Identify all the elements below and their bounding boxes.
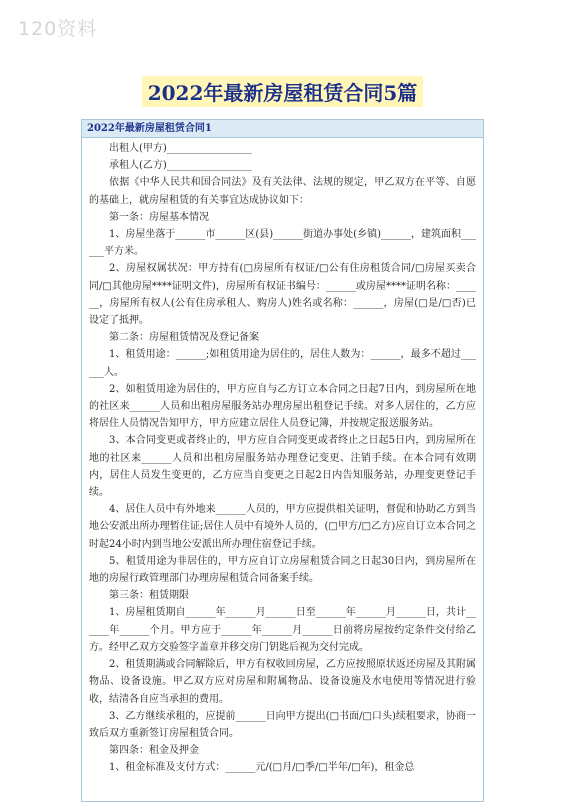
clause-heading: 第一条：房屋基本情况 xyxy=(109,211,209,223)
document-title xyxy=(0,76,565,107)
contract-body xyxy=(82,138,483,777)
paragraph: 依据《中华人民共和国合同法》及有关法律、法规的规定，甲乙双方在平等、自愿的基础上，就房屋租赁的有关事宜达成协议如下： xyxy=(89,177,476,206)
clause-heading: 第四条：租金及押金 xyxy=(109,745,199,757)
contract-panel xyxy=(81,119,484,802)
paragraph: 3、本合同变更或者终止的，甲方应自合同变更或者终止之日起5日内，到房屋所在地的社区来______人员和出租房屋服务站办理登记变更、注销手续。在本合同有效期内，居住人员发生变更的，乙方应当自变更之日起2日内告知服务站，办理变更登记手续。 xyxy=(89,435,476,499)
paragraph: 1、房屋租赁期自______年______月______日至______年______月______日，共计______年______个月。甲方应于______年______月______日前将房屋按约定条件交付给乙方。经甲乙双方交验签字盖章并移交房门钥匙后视为交付完成。 xyxy=(89,607,476,653)
paragraph: 1、租赁用途：______;如租赁用途为居住的，居住人数为：______，最多不超过______人。 xyxy=(89,349,476,378)
paragraph: 承租人(乙方)_________________ xyxy=(109,160,252,172)
document-title-text: 2022年最新房屋租赁合同5篇 xyxy=(142,76,424,107)
paragraph: 5、租赁用途为非居住的，甲方应自订立房屋租赁合同之日起30日内，到房屋所在地的房屋行政管理部门办理房屋租赁合同备案手续。 xyxy=(89,555,476,585)
paragraph: 3、乙方继续承租的，应提前______日向甲方提出(□书面/□口头)续租要求，协商一致后双方重新签订房屋租赁合同。 xyxy=(89,710,476,739)
paragraph: 1、租金标准及支付方式：______元/(□月/□季/□半年/□年)，租金总 xyxy=(109,762,415,774)
paragraph: 4、居住人员中有外地来______人员的，甲方应提供相关证明，督促和协助乙方到当地公安派出所办理暂住证;居住人员中有境外人员的，(□甲方/□乙方)应自订立本合同之时起24小时内到当地公安派出所办理住宿登记手续。 xyxy=(89,504,476,550)
paragraph: 2、租赁期满或合同解除后，甲方有权收回房屋，乙方应按照原状返还房屋及其附属物品、设备设施。甲乙双方应对房屋和附属物品、设备设施及水电使用等情况进行验收，结清各自应当承担的费用。 xyxy=(89,659,476,705)
paragraph: 2、房屋权属状况：甲方持有(□房屋所有权证/□公有住房租赁合同/□房屋买卖合同/□其他房屋****证明文件)，房屋所有权证书编号：______或房屋****证明名称：______，房屋所有权人(公有住房承租人、购房人)姓名或名称：______，房屋(□是/□否)已设定了抵押。 xyxy=(89,263,476,327)
section-header: 2022年最新房屋租赁合同1 xyxy=(82,120,483,138)
paragraph: 1、房屋坐落于______市______区(县)______街道办事处(乡镇)______，建筑面积______平方米。 xyxy=(89,229,476,258)
watermark-text: 120资料 xyxy=(18,18,98,40)
paragraph: 2、如租赁用途为居住的，甲方应自与乙方订立本合同之日起7日内，到房屋所在地的社区来______人员和出租房屋服务站办理房屋出租登记手续。对多人居住的，乙方应将居住人员情况告知甲方，甲方应建立居住人员登记簿，并按规定报送服务站。 xyxy=(89,383,476,430)
clause-heading: 第二条：房屋租赁情况及登记备案 xyxy=(109,332,259,344)
clause-heading: 第三条：租赁期限 xyxy=(109,590,189,602)
paragraph: 出租人(甲方)_________________ xyxy=(109,143,252,154)
